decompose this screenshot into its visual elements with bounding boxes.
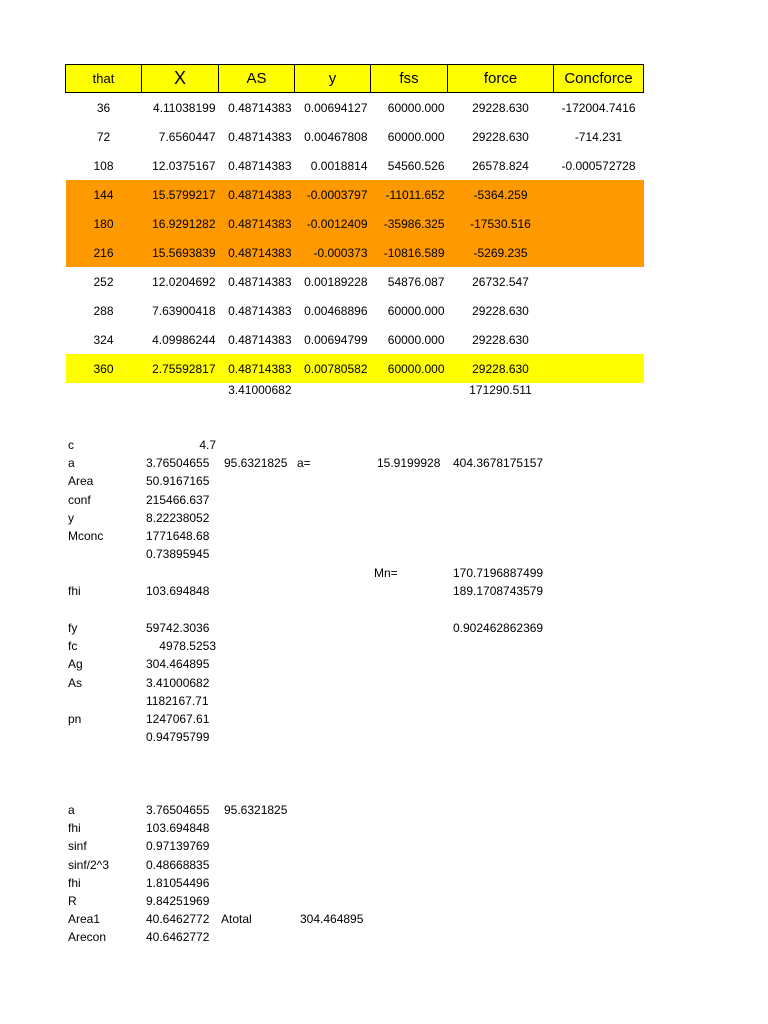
value-r[interactable]: 9.84251969 [146, 894, 210, 909]
value-a[interactable]: 3.76504655 [146, 456, 210, 471]
cell-x[interactable]: 4.09986244 [152, 332, 216, 347]
cell-concforce[interactable]: -0.000572728 [561, 158, 636, 173]
total-force[interactable]: 171290.511 [469, 383, 532, 397]
header-as[interactable]: AS [219, 65, 295, 93]
value-a-eq-2[interactable]: 404.3678175157 [453, 456, 544, 470]
label-mn[interactable]: Mn= [374, 566, 398, 580]
label-conf[interactable]: conf [68, 492, 91, 507]
label-ag[interactable]: Ag [68, 657, 83, 672]
value-a-degrees[interactable]: 95.6321825 [224, 456, 288, 470]
cell-y[interactable]: 0.00694127 [304, 100, 368, 115]
cell-concforce[interactable] [554, 354, 644, 383]
cell-concforce[interactable] [554, 325, 644, 354]
value-sinf-cubed[interactable]: 0.48668835 [146, 857, 210, 872]
cell-force[interactable]: 29228.630 [472, 303, 529, 318]
cell-force[interactable]: -5269.235 [448, 238, 554, 267]
calc2-labels [68, 619, 83, 728]
value-pn[interactable]: 1247067.61 [146, 712, 210, 727]
cell-concforce[interactable]: -172004.7416 [561, 100, 636, 115]
table-row [66, 325, 644, 354]
cell-concforce[interactable]: -714.231 [574, 129, 623, 144]
cell-x[interactable]: 4.11038199 [152, 100, 216, 115]
label-arecon[interactable]: Arecon [68, 930, 107, 945]
value-mn[interactable]: 170.7196887499 [453, 566, 544, 580]
cell-fss[interactable]: -35986.325 [371, 209, 448, 238]
cell-x[interactable]: 15.5693839 [142, 238, 219, 267]
label-y[interactable]: y [68, 510, 74, 525]
cell-concforce[interactable] [554, 209, 644, 238]
cell-concforce[interactable] [554, 296, 644, 325]
value-ag[interactable]: 304.464895 [146, 657, 210, 672]
cell-y[interactable]: 0.00468896 [304, 303, 368, 318]
cell-as[interactable]: 0.48714383 [228, 158, 292, 173]
cell-y[interactable]: 0.0018814 [310, 158, 368, 173]
cell-y[interactable]: 0.00189228 [304, 274, 368, 289]
total-as[interactable]: 3.41000682 [228, 383, 292, 397]
cell-force[interactable]: 26578.824 [472, 158, 529, 173]
value-fy-right[interactable]: 0.902462862369 [453, 621, 544, 635]
header-concforce[interactable]: Concforce [554, 65, 644, 93]
label-mconc[interactable]: Mconc [68, 529, 104, 544]
cell-as[interactable]: 0.48714383 [228, 100, 292, 115]
value-as[interactable]: 3.41000682 [146, 675, 210, 690]
cell-fss[interactable]: 54876.087 [387, 274, 445, 289]
label-fhi-2[interactable]: fhi [68, 821, 81, 836]
table-row [66, 354, 644, 383]
cell-that[interactable]: 360 [66, 354, 142, 383]
cell-that[interactable]: 180 [66, 209, 142, 238]
cell-as[interactable]: 0.48714383 [228, 303, 292, 318]
cell-as[interactable]: 0.48714383 [219, 238, 295, 267]
value-atotal[interactable]: 304.464895 [300, 912, 364, 926]
calc2-values [146, 619, 216, 746]
value-fhi-2[interactable]: 103.694848 [146, 821, 210, 836]
cell-fss[interactable]: 60000.000 [387, 303, 445, 318]
cell-fss[interactable]: 60000.000 [387, 332, 445, 347]
cell-force[interactable]: -5364.259 [448, 180, 554, 209]
cell-force[interactable]: 29228.630 [472, 129, 529, 144]
label-r[interactable]: R [68, 894, 77, 909]
cell-as[interactable]: 0.48714383 [228, 274, 292, 289]
label-c[interactable]: c [68, 438, 74, 452]
cell-that[interactable]: 72 [96, 129, 111, 144]
cell-force[interactable]: -17530.516 [448, 209, 554, 238]
label-sinf[interactable]: sinf [68, 839, 87, 854]
value-ratio[interactable]: 0.73895945 [146, 547, 210, 562]
cell-as[interactable]: 0.48714383 [219, 354, 295, 383]
cell-force[interactable]: 29228.630 [472, 100, 529, 115]
header-that[interactable]: that [66, 65, 142, 93]
table-row [66, 122, 644, 151]
cell-x[interactable]: 12.0375167 [152, 158, 216, 173]
header-x[interactable]: X [142, 65, 219, 93]
cell-fss[interactable]: 60000.000 [371, 354, 448, 383]
table-row [66, 93, 644, 123]
calc1-labels [68, 436, 103, 600]
cell-y[interactable]: 0.00694799 [304, 332, 368, 347]
table-row [66, 180, 644, 209]
header-force[interactable]: force [448, 65, 554, 93]
cell-force[interactable]: 29228.630 [448, 354, 554, 383]
value-fhi[interactable]: 103.694848 [146, 583, 210, 598]
cell-that[interactable]: 36 [96, 100, 111, 115]
table-row [66, 151, 644, 180]
cell-that[interactable]: 216 [66, 238, 142, 267]
label-area[interactable]: Area [68, 474, 94, 489]
table-row [66, 209, 644, 238]
value-fc[interactable]: 4978.5253 [159, 639, 216, 654]
force-table [65, 64, 644, 401]
cell-concforce[interactable] [554, 267, 644, 296]
cell-fss[interactable]: 60000.000 [387, 129, 445, 144]
label-fc[interactable]: fc [68, 639, 78, 654]
cell-x[interactable]: 2.75592817 [142, 354, 219, 383]
cell-fss[interactable]: 60000.000 [387, 100, 445, 115]
cell-fss[interactable]: 54560.526 [387, 158, 445, 173]
cell-that[interactable]: 324 [93, 332, 114, 347]
value-area[interactable]: 50.9167165 [146, 474, 210, 489]
header-fss[interactable]: fss [371, 65, 448, 93]
cell-x[interactable]: 16.9291282 [142, 209, 219, 238]
calc1-values [146, 436, 216, 600]
table-row [66, 267, 644, 296]
table-row [66, 238, 644, 267]
cell-as[interactable]: 0.48714383 [228, 332, 292, 347]
table-row [66, 296, 644, 325]
cell-that[interactable]: 252 [93, 274, 114, 289]
label-as[interactable]: As [68, 675, 83, 690]
label-fy[interactable]: fy [68, 621, 78, 635]
header-row [66, 65, 644, 93]
calc3-values [146, 801, 216, 947]
value-conf[interactable]: 215466.637 [146, 492, 210, 507]
cell-force[interactable]: 29228.630 [472, 332, 529, 347]
cell-that[interactable]: 144 [66, 180, 142, 209]
label-fhi-3[interactable]: fhi [68, 875, 81, 890]
value-mconc[interactable]: 1771648.68 [146, 529, 210, 544]
cell-as[interactable]: 0.48714383 [219, 180, 295, 209]
cell-y[interactable]: -0.0003797 [295, 180, 371, 209]
value-unlabeled[interactable]: 1182167.71 [146, 693, 209, 708]
cell-as[interactable]: 0.48714383 [219, 209, 295, 238]
value-a-degrees-2[interactable]: 95.6321825 [224, 803, 288, 817]
label-atotal[interactable]: Atotal [221, 912, 252, 926]
cell-fss[interactable]: -10816.589 [371, 238, 448, 267]
value-area1[interactable]: 40.6462772 [146, 912, 210, 927]
cell-x[interactable]: 7.6560447 [158, 129, 216, 144]
value-sinf[interactable]: 0.97139769 [146, 839, 210, 854]
cell-concforce[interactable] [554, 238, 644, 267]
label-area1[interactable]: Area1 [68, 912, 101, 927]
value-fhi-3[interactable]: 1.81054496 [146, 875, 210, 890]
cell-y[interactable]: 0.00780582 [295, 354, 371, 383]
cell-y[interactable]: 0.00467808 [304, 129, 368, 144]
cell-concforce[interactable] [554, 180, 644, 209]
value-y[interactable]: 8.22238052 [146, 510, 210, 525]
cell-that[interactable]: 108 [93, 158, 114, 173]
cell-that[interactable]: 288 [93, 303, 114, 318]
label-a[interactable]: a [68, 456, 75, 471]
label-a-2[interactable]: a [68, 803, 75, 817]
cell-x[interactable]: 7.63900418 [152, 303, 216, 318]
value-fy[interactable]: 59742.3036 [146, 621, 210, 635]
calc3-labels [68, 801, 109, 947]
value-a-eq[interactable]: 15.9199928 [377, 456, 441, 470]
cell-force[interactable]: 26732.547 [472, 274, 529, 289]
label-fhi[interactable]: fhi [68, 583, 81, 598]
value-fhi-right[interactable]: 189.1708743579 [453, 584, 544, 598]
value-ratio-2[interactable]: 0.94795799 [146, 730, 210, 745]
label-pn[interactable]: pn [68, 712, 82, 727]
cell-y[interactable]: -0.000373 [295, 238, 371, 267]
value-a-2[interactable]: 3.76504655 [146, 803, 210, 817]
cell-as[interactable]: 0.48714383 [228, 129, 292, 144]
value-c[interactable]: 4.7 [199, 438, 216, 452]
cell-y[interactable]: -0.0012409 [295, 209, 371, 238]
table-body [66, 93, 644, 384]
label-sinf-cubed[interactable]: sinf/2^3 [68, 857, 109, 872]
cell-x[interactable]: 12.0204692 [152, 274, 216, 289]
header-y[interactable]: y [295, 65, 371, 93]
cell-fss[interactable]: -11011.652 [371, 180, 448, 209]
totals-row [66, 383, 644, 401]
value-arecon[interactable]: 40.6462772 [146, 930, 210, 945]
label-a-eq[interactable]: a= [297, 456, 311, 470]
cell-x[interactable]: 15.5799217 [142, 180, 219, 209]
